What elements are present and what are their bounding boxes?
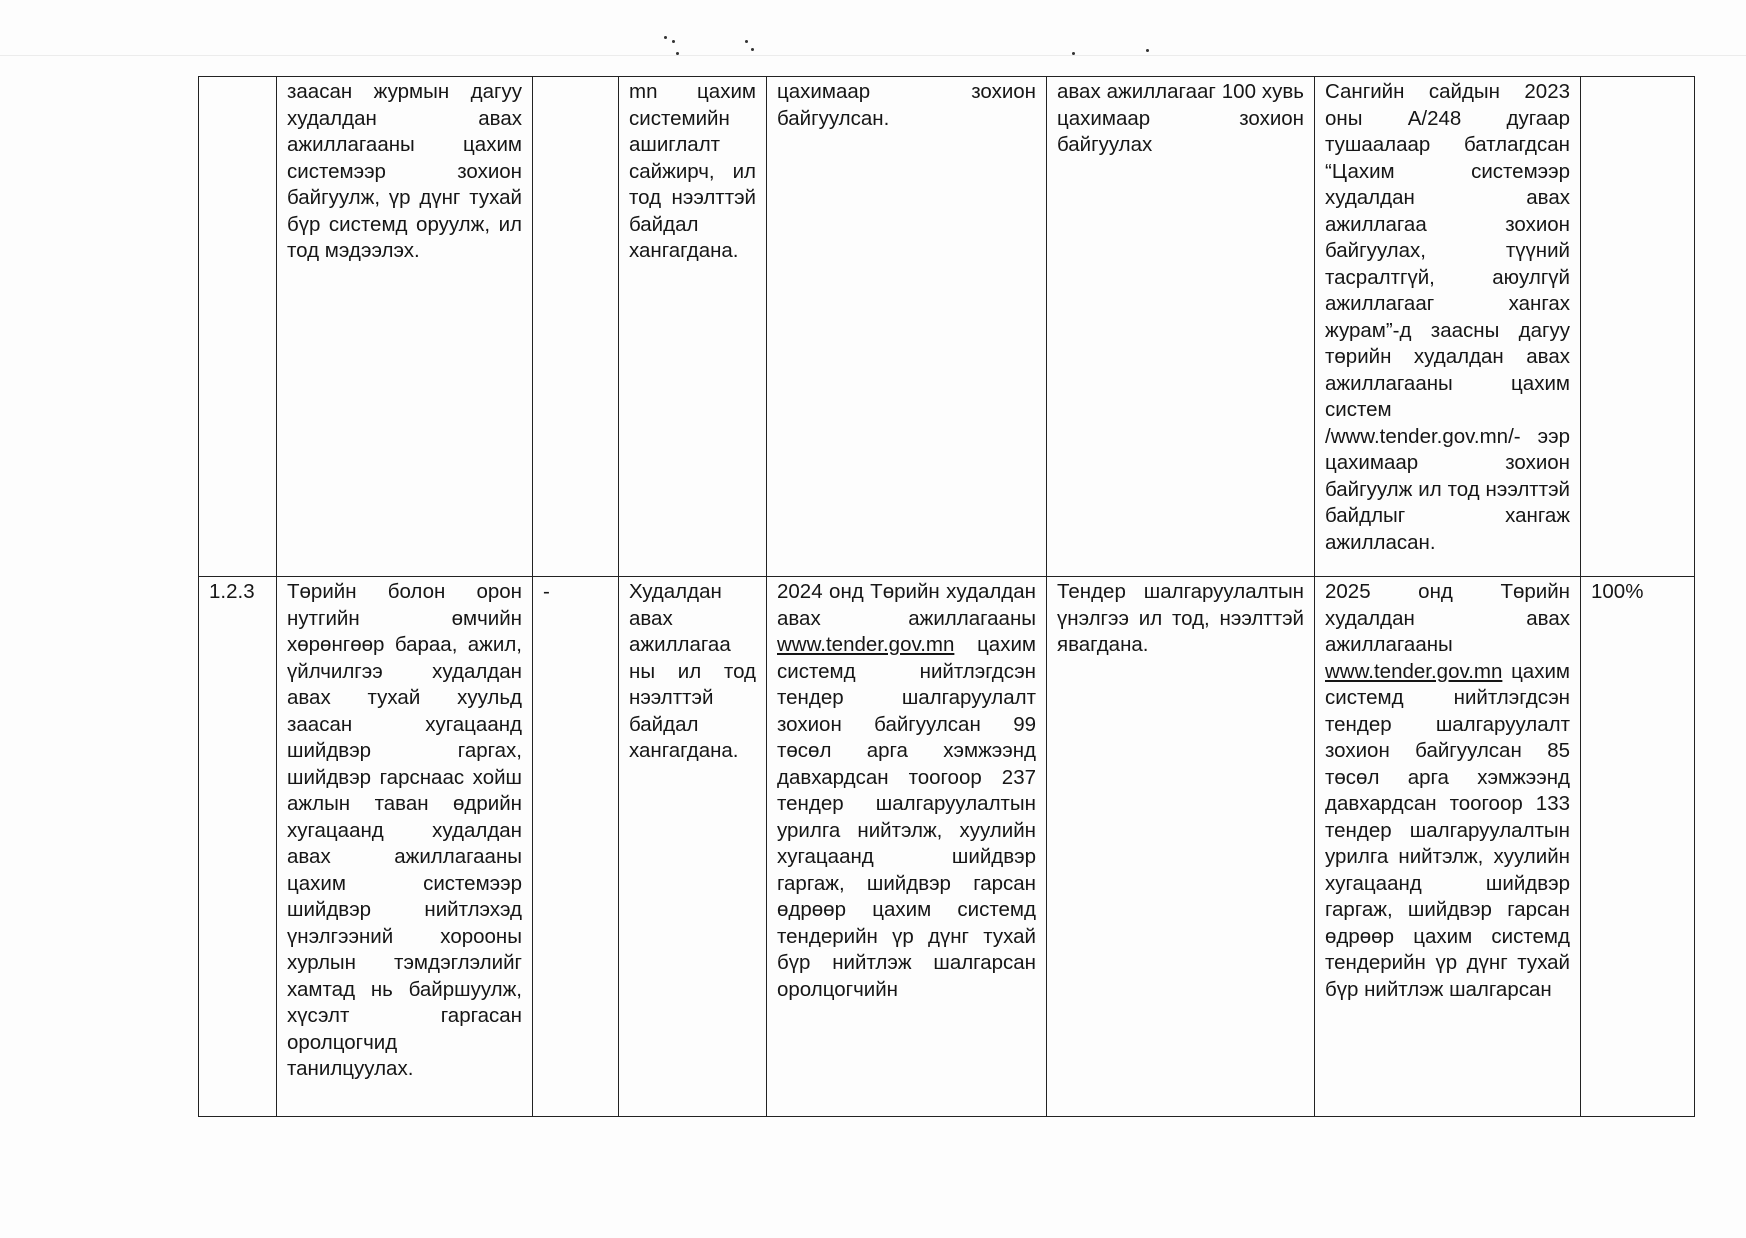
baseline-cell bbox=[767, 577, 1047, 1117]
table-row bbox=[199, 577, 1695, 1117]
table-row bbox=[199, 77, 1695, 577]
target-cell: авах ажиллагааг 100 хувь цахимаар зохион байгуулах bbox=[1047, 77, 1315, 577]
row-number-cell bbox=[199, 77, 277, 577]
expected-result-cell: mn цахим системийн ашиглалт сайжирч, ил тод нээлттэй байдал хангагдана. bbox=[619, 77, 767, 577]
target-cell: Тендер шалгаруулалтын үнэлгээ ил тод, нээлттэй явагдана. bbox=[1047, 577, 1315, 1117]
deadline-cell bbox=[533, 77, 619, 577]
baseline-text-end: цахим системд нийтлэгдсэн тендер шалгаруулалт зохион байгуулсан 99 төсөл арга хэмжээнд давхардсан тоогоор 237 тендер шалгаруулалтын урилга нийтэлж, хуулийн хугацаанд шийдвэр гаргаж, шийдвэр гарсан өдрөөр цахим системд тендерийн үр дүнг тухай бүр нийтлэж шалгарсан оролцогчийн bbox=[777, 633, 1036, 1001]
action-plan-table bbox=[198, 76, 1695, 1117]
row-number-cell: 1.2.3 bbox=[199, 577, 277, 1117]
progress-cell: Сангийн сайдын 2023 оны А/248 дугаар тушаалаар батлагдсан “Цахим системээр худалдан авах ажиллагаа зохион байгуулах, түүний тасралтгүй, аюулгүй ажиллагааг хангах журам”-д заасны дагуу төрийн худалдан авах ажиллагааны цахим систем /www.tender.gov.mn/- ээр цахимаар зохион байгуулж ил тод нээлттэй байдлыг хангаж ажилласан. bbox=[1315, 77, 1581, 577]
tender-link[interactable]: www.tender.gov.mn bbox=[1325, 659, 1503, 683]
scan-artifact-dot bbox=[672, 40, 675, 43]
baseline-text-start: 2024 онд Төрийн худалдан авах ажиллагааны bbox=[777, 580, 1036, 630]
expected-result-cell: Худалдан авах ажиллагаа ны ил тод нээлттэй байдал хангагдана. bbox=[619, 577, 767, 1117]
progress-text-start: 2025 онд Төрийн худалдан авах ажиллагааны bbox=[1325, 580, 1570, 656]
progress-cell bbox=[1315, 577, 1581, 1117]
baseline-cell: цахимаар зохион байгуулсан. bbox=[767, 77, 1047, 577]
percent-cell: 100% bbox=[1581, 577, 1695, 1117]
tender-link[interactable]: www.tender.gov.mn bbox=[777, 633, 955, 656]
scan-artifact-dot bbox=[1146, 49, 1149, 52]
percent-cell bbox=[1581, 77, 1695, 577]
scan-artifact-dot bbox=[751, 48, 754, 51]
action-cell: заасан журмын дагуу худалдан авах ажиллагааны цахим системээр зохион байгуулж, үр дүнг тухай бүр системд оруулж, ил тод мэдээлэх. bbox=[277, 77, 533, 577]
action-cell: Төрийн болон орон нутгийн өмчийн хөрөнгөөр бараа, ажил, үйлчилгээ худалдан авах тухай хуульд заасан хугацаанд шийдвэр гаргах, шийдвэр гарснаас хойш ажлын таван өдрийн хугацаанд худалдан авах ажиллагааны цахим системээр шийдвэр нийтлэхэд үнэлгээний хорооны хурлын тэмдэглэлийг хамтад нь байршуулж, хүсэлт гаргасан оролцогчид танилцуулах. bbox=[277, 577, 533, 1117]
deadline-cell: - bbox=[533, 577, 619, 1117]
scan-artifact-dot bbox=[745, 40, 748, 43]
progress-text-end: цахим системд нийтлэгдсэн тендер шалгаруулалт зохион байгуулсан 85 төсөл арга хэмжээнд давхардсан тоогоор 133 тендер шалгаруулалтын урилга нийтэлж, хуулийн хугацаанд шийдвэр гаргаж, шийдвэр гарсан өдрөөр цахим системд тендерийн үр дүнг тухай бүр нийтлэж шалгарсан bbox=[1325, 659, 1570, 1001]
scan-artifact-dot bbox=[676, 52, 679, 55]
scan-artifact-dot bbox=[1072, 52, 1075, 55]
scan-artifact-dot bbox=[664, 36, 667, 39]
scan-artifact-line bbox=[0, 55, 1746, 56]
